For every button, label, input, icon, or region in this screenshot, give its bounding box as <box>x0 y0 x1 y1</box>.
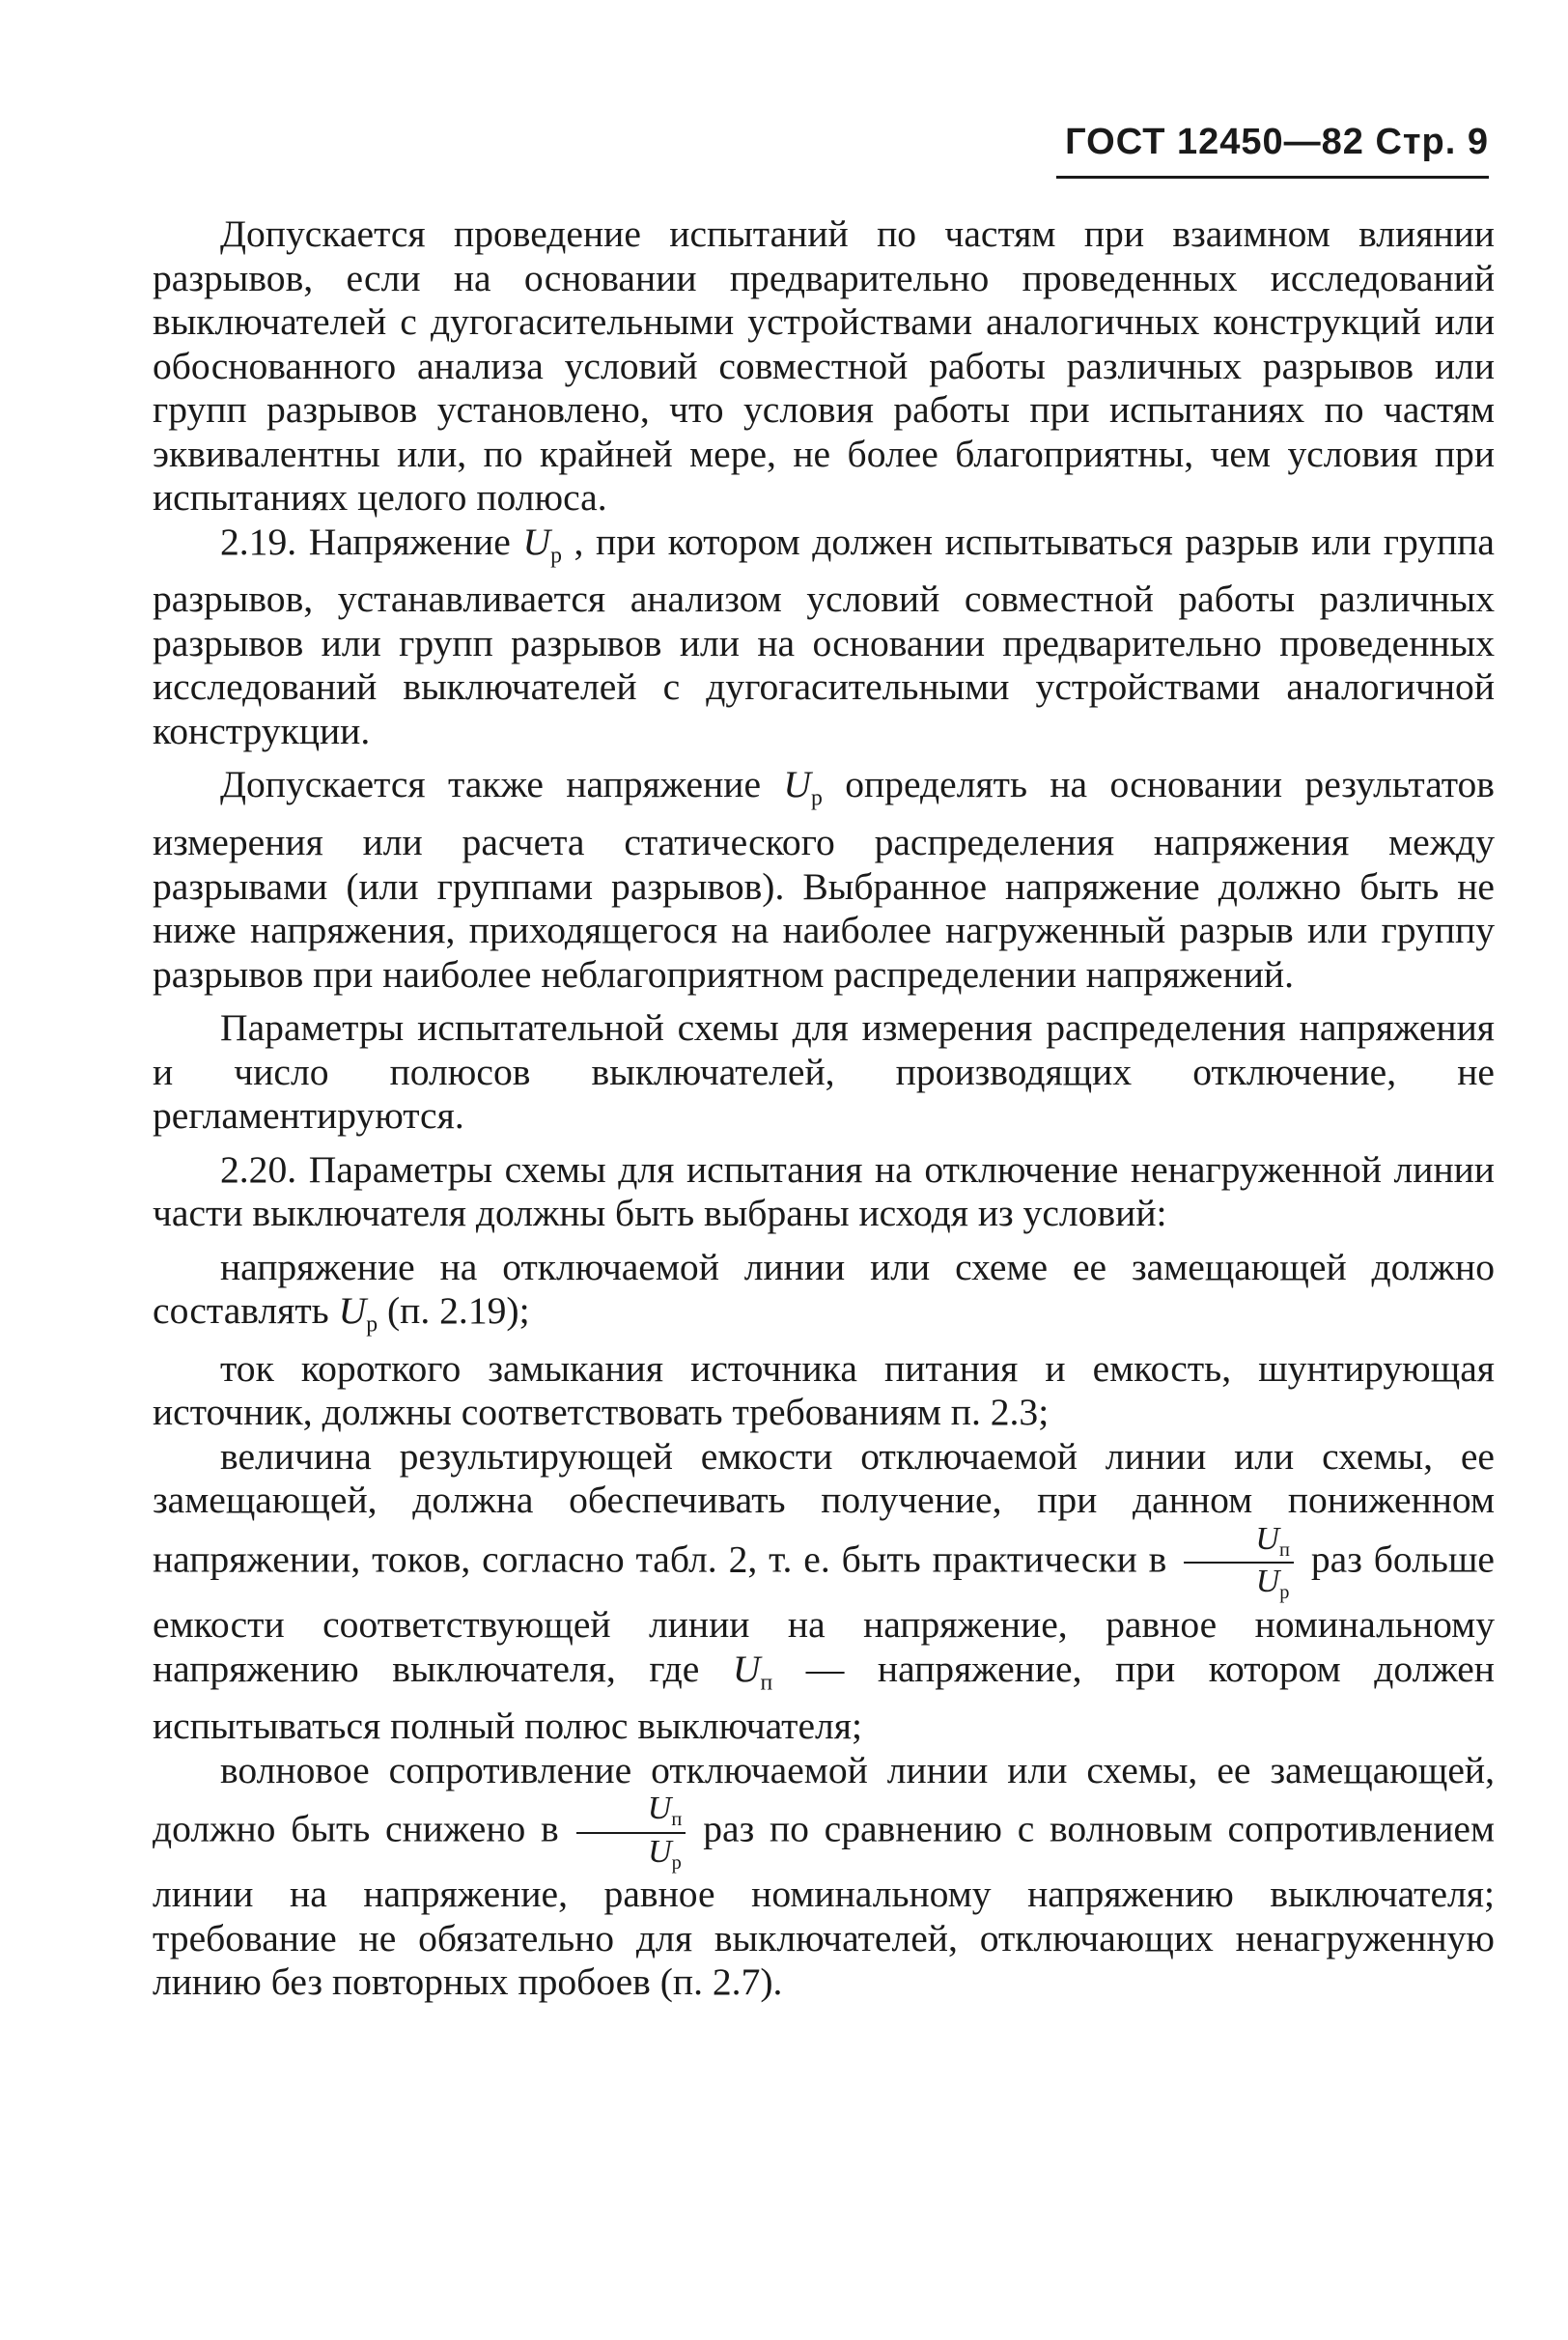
p8-den-var: U <box>1255 1564 1280 1600</box>
p3-sub: р <box>810 785 823 811</box>
paragraph-9 <box>153 1749 1495 2005</box>
p2-text-a: 2.19. Напряжение <box>220 520 523 563</box>
p9-frac-denominator <box>576 1834 686 1874</box>
p2-var: U <box>522 520 551 563</box>
p8-var: U <box>732 1647 761 1690</box>
p8-num-sub: п <box>1278 1539 1290 1562</box>
p2-sub: р <box>550 542 562 568</box>
paragraph-6 <box>153 1246 1495 1347</box>
paragraph-2-19 <box>153 521 1495 754</box>
paragraph-4: Параметры испытательной схемы для измерения распределения напряжения и число полюсов выключателей, производящих отключение, не регламентируются. <box>153 1006 1495 1138</box>
p3-text-a: Допускается также напряжение <box>220 763 784 806</box>
p8-frac-denominator <box>1184 1564 1293 1603</box>
p3-text-b: определять на основании результатов измерения или расчета статического распределения напряжения между разрывами (или группами разрывов). Выбранное напряжение должно быть не ниже напряжения, приходящегося на наиболее нагруженный разрыв или группу разрывов при наиболее неблагоприятном распределении напряжений. <box>153 763 1495 996</box>
paragraph-2-20: 2.20. Параметры схемы для испытания на отключение ненагруженной линии части выключателя должны быть выбраны исходя из условий: <box>153 1147 1495 1235</box>
header-title: ГОСТ 12450—82 Стр. 9 <box>1065 122 1489 162</box>
p8-den-sub: р <box>1279 1582 1290 1604</box>
p6-text-b: (п. 2.19); <box>378 1289 530 1333</box>
body-text <box>153 212 1495 2005</box>
paragraph-3 <box>153 763 1495 997</box>
p9-den-var: U <box>648 1833 672 1870</box>
p2-text-b: , при котором должен испытываться разрыв или группа разрывов, устанавливается анализом условий совместной работы различных разрывов или групп разрывов или на основании предварительно проведенных исследований выключателей с дугогасительными устройствами аналогичной конструкции. <box>153 520 1495 752</box>
p6-sub: р <box>366 1311 378 1338</box>
paragraph-1: Допускается проведение испытаний по частям при взаимном влиянии разрывов, если на основании предварительно проведенных исследований выключателей с дугогасительными устройствами аналогичных конструкций или обоснованного анализа условий совместной работы различных разрывов или групп разрывов установлено, что условия работы при испытаниях по частям эквивалентны или, по крайней мере, не более благоприятны, чем условия при испытаниях целого полюса. <box>153 212 1495 519</box>
p3-var: U <box>783 763 811 806</box>
p8-frac-numerator <box>1184 1520 1293 1565</box>
p9-text-a: волновое сопротивление отключаемой линии или схемы, ее замещающей, должно быть снижено в <box>153 1748 1495 1850</box>
p9-num-sub: п <box>671 1809 683 1831</box>
p8-text-c: — напряжение, при котором должен испытываться полный полюс выключателя; <box>153 1647 1495 1748</box>
p9-frac-numerator <box>576 1792 686 1834</box>
paragraph-8 <box>153 1435 1495 1749</box>
p8-sub: п <box>760 1669 773 1695</box>
p8-fraction <box>1184 1520 1293 1604</box>
header-rule <box>1056 176 1489 179</box>
p9-text-b: раз по сравнению с волновым сопротивлением линии на напряжение, равное номинальному напряжению выключателя; требование не обязательно для выключателей, отключающих ненагруженную линию без повторных пробоев (п. 2.7). <box>153 1807 1496 2004</box>
p9-den-sub: р <box>671 1851 682 1874</box>
page-header <box>1056 122 1489 180</box>
p6-var: U <box>338 1289 367 1333</box>
p9-num-var: U <box>647 1790 672 1827</box>
p9-fraction <box>576 1792 686 1873</box>
p8-text-b: раз больше емкости соответствующей линии на напряжение, равное номинальному напряжению выключателя, где <box>153 1537 1496 1690</box>
p8-text-a: величина результирующей емкости отключаемой линии или схемы, ее замещающей, должна обеспечивать получение, при данном пониженном напряжении, токов, согласно табл. 2, т. е. быть практически в <box>153 1434 1495 1581</box>
paragraph-7: ток короткого замыкания источника питания и емкость, шунтирующая источник, должны соответствовать требованиям п. 2.3; <box>153 1346 1495 1434</box>
p6-text-a: напряжение на отключаемой линии или схеме ее замещающей должно составлять <box>153 1245 1495 1333</box>
p8-num-var: U <box>1255 1520 1279 1557</box>
